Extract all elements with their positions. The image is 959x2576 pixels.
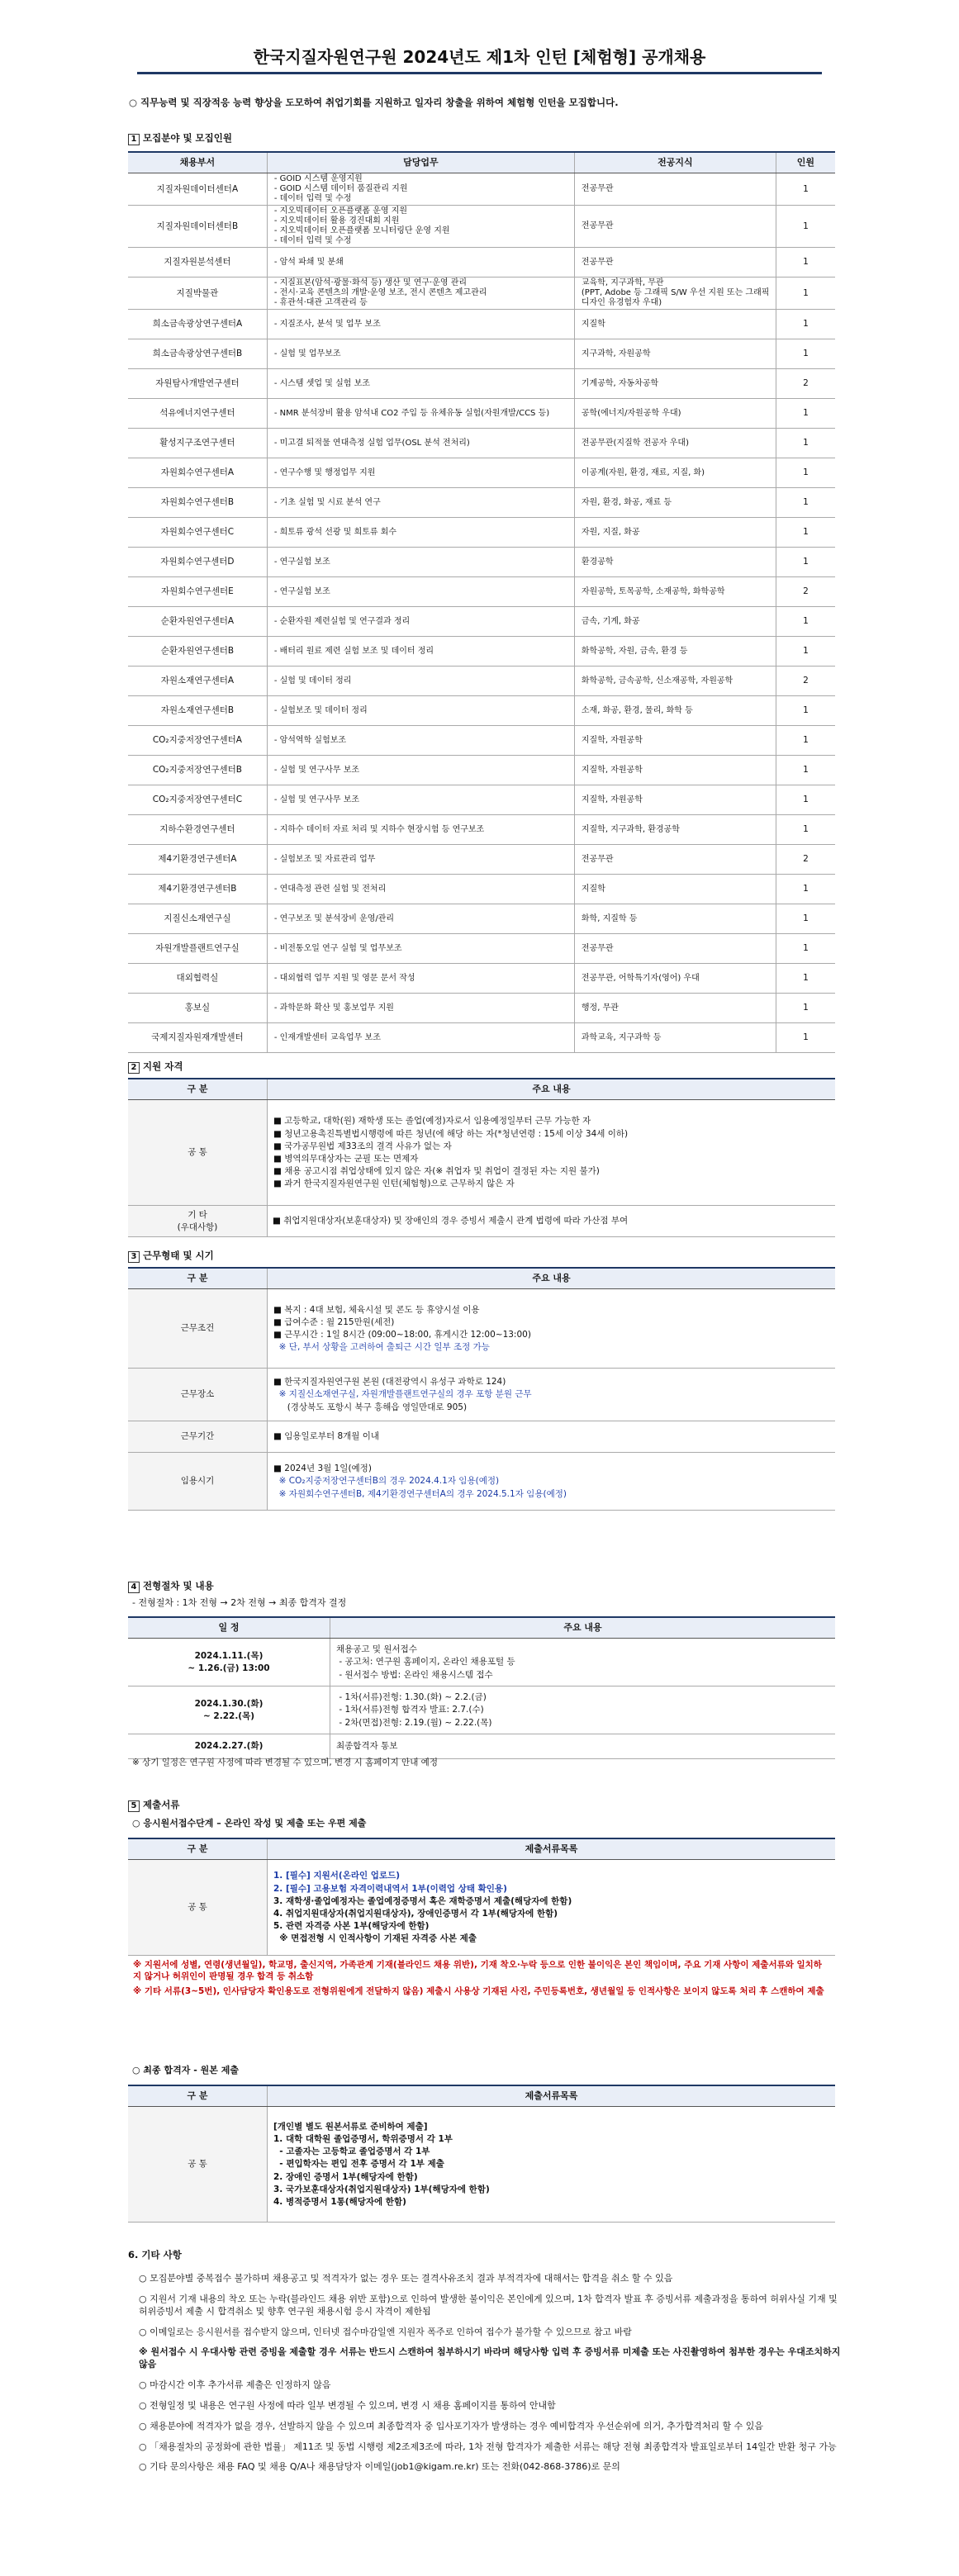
section-2-heading bbox=[128, 1060, 183, 1074]
schedule-row bbox=[128, 1734, 835, 1759]
recruit-duty: - 시스템 셋업 및 실험 보조 bbox=[267, 369, 574, 399]
etc-item: ※ 원서접수 시 우대사항 관련 증빙을 제출할 경우 서류는 반드시 스캔하여 첨부하시기 바라며 해당사항 입력 후 증빙서류 미제출 또는 사진촬영하여 첨부한 경우는 우대조치하지 않음 bbox=[139, 2346, 841, 2370]
recruit-major: 전공무관 bbox=[574, 173, 776, 206]
recruit-duty: - 배터리 원료 제련 실험 보조 및 데이터 정리 bbox=[267, 637, 574, 667]
work-col-content: 주요 내용 bbox=[268, 1268, 836, 1289]
recruit-row bbox=[128, 310, 835, 339]
recruit-dept: 지질신소재연구실 bbox=[128, 904, 267, 934]
recruit-major: 과학교육, 지구과학 등 bbox=[574, 1023, 776, 1053]
recruit-major: 화학공학, 금속공학, 신소재공학, 자원공학 bbox=[574, 667, 776, 696]
work-line: ■ 임용일로부터 8개월 이내 bbox=[273, 1431, 380, 1442]
docs-warning-1: ※ 지원서에 성별, 연령(생년월일), 학교명, 출신지역, 가족관계 기재(블라인드 채용 위반), 기재 착오·누락 등으로 인한 불이익은 본인 책임이며, 주요 기재 사항이 제출서류와 일치하지 않거나 허위인이 판명될 경우 합격 등 취소함 bbox=[133, 1960, 822, 1982]
section-5-title: 제출서류 bbox=[143, 1799, 180, 1810]
recruit-major: 교육학, 지구과학, 무관 (PPT, Adobe 등 그래픽 S/W 우선 지원 또는 그래픽 디자인 유경험자 우대) bbox=[574, 278, 776, 310]
recruit-row bbox=[128, 607, 835, 637]
work-row bbox=[128, 1369, 835, 1421]
schedule-table bbox=[128, 1616, 835, 1759]
recruit-dept: 홍보실 bbox=[128, 994, 267, 1023]
schedule-content bbox=[330, 1639, 836, 1686]
section-6-heading: 6. 기타 사항 bbox=[128, 2249, 182, 2261]
col-dept: 채용부서 bbox=[128, 152, 267, 173]
recruit-duty: - 희토류 광석 선광 및 희토류 회수 bbox=[267, 518, 574, 548]
recruit-count: 1 bbox=[776, 994, 835, 1023]
docs2-list bbox=[268, 2118, 834, 2211]
recruit-dept: 자원개발플랜트연구실 bbox=[128, 934, 267, 964]
recruit-dept: 순환자원연구센터A bbox=[128, 607, 267, 637]
section-1-title: 모집분야 및 모집인원 bbox=[143, 132, 232, 144]
recruit-count: 1 bbox=[776, 248, 835, 278]
recruit-major: 전공무관 bbox=[574, 845, 776, 875]
etc-item: ○ 이메일로는 응시원서를 접수받지 않으며, 인터넷 접수마감일엔 지원자 폭주로 인하여 접수가 불가할 수 있으므로 참고 바람 bbox=[139, 2326, 632, 2337]
recruit-count: 1 bbox=[776, 607, 835, 637]
work-row bbox=[128, 1289, 835, 1369]
recruit-major: 기계공학, 자동차공학 bbox=[574, 369, 776, 399]
docs1-common-label: 공 통 bbox=[128, 1860, 268, 1956]
qualification-table bbox=[128, 1078, 835, 1237]
recruit-row bbox=[128, 488, 835, 518]
qual-common-label: 공 통 bbox=[128, 1100, 268, 1206]
work-col-category: 구 분 bbox=[128, 1268, 268, 1289]
docs-table-1 bbox=[128, 1838, 835, 2001]
recruit-row bbox=[128, 173, 835, 206]
recruit-row bbox=[128, 248, 835, 278]
recruit-row bbox=[128, 756, 835, 785]
recruit-duty: - 실험 및 연구사무 보조 bbox=[267, 756, 574, 785]
recruit-count: 1 bbox=[776, 310, 835, 339]
recruit-dept: 자원회수연구센터B bbox=[128, 488, 267, 518]
schedule-line: - 1차(서류)전형: 1.30.(화) ~ 2.2.(금) bbox=[336, 1692, 487, 1703]
work-lines bbox=[268, 1373, 834, 1416]
recruit-dept: CO₂지중저장연구센터A bbox=[128, 726, 267, 756]
work-line: ■ 2024년 3월 1일(예정) bbox=[273, 1464, 372, 1474]
recruit-dept: 대외협력실 bbox=[128, 964, 267, 994]
recruit-count: 1 bbox=[776, 696, 835, 726]
schedule-content bbox=[330, 1686, 836, 1734]
qual-common-list bbox=[268, 1112, 834, 1193]
recruit-duty: - 비전통오일 연구 실험 및 업무보조 bbox=[267, 934, 574, 964]
recruit-dept: 제4기환경연구센터B bbox=[128, 875, 267, 904]
docs2-item: 3. 국가보훈대상자(취업지원대상자) 1부(해당자에 한함) bbox=[273, 2184, 490, 2194]
recruit-duty: - GOID 시스템 운영지원 - GOID 시스템 데이터 품질관리 지원 - 데이터 입력 및 수정 bbox=[267, 173, 574, 206]
docs-stage1-label: ○ 응시원서접수단계 – 온라인 작성 및 제출 또는 우편 제출 bbox=[132, 1818, 367, 1829]
qual-item: ■ 병역의무대상자는 군필 또는 면제자 bbox=[273, 1154, 419, 1164]
recruit-count: 1 bbox=[776, 518, 835, 548]
recruit-row bbox=[128, 339, 835, 369]
work-content bbox=[268, 1421, 836, 1453]
col-count: 인원 bbox=[776, 152, 835, 173]
recruit-count: 1 bbox=[776, 756, 835, 785]
recruit-dept: 자원회수연구센터D bbox=[128, 548, 267, 577]
section-1-number: 1 bbox=[128, 134, 140, 145]
recruit-row bbox=[128, 785, 835, 815]
work-row bbox=[128, 1453, 835, 1511]
schedule-table-body bbox=[128, 1639, 835, 1759]
etc-list bbox=[139, 2273, 841, 2482]
work-content bbox=[268, 1453, 836, 1511]
recruit-major: 전공무관, 어학특기자(영어) 우대 bbox=[574, 964, 776, 994]
schedule-lines bbox=[331, 1688, 834, 1732]
work-label: 임용시기 bbox=[128, 1453, 268, 1511]
recruit-major: 화학공학, 자원, 금속, 환경 등 bbox=[574, 637, 776, 667]
recruit-table bbox=[128, 151, 835, 1053]
docs1-list bbox=[268, 1867, 834, 1947]
work-line: ■ 근무시간 : 1일 8시간 (09:00~18:00, 휴게시간 12:00~13:00) bbox=[273, 1330, 531, 1340]
recruit-duty: - 실험보조 및 자료관리 업무 bbox=[267, 845, 574, 875]
recruit-major: 자원, 지질, 화공 bbox=[574, 518, 776, 548]
recruit-dept: CO₂지중저장연구센터C bbox=[128, 785, 267, 815]
work-label: 근무조건 bbox=[128, 1289, 268, 1369]
qual-item: ■ 고등학교, 대학(원) 재학생 또는 졸업(예정)자로서 임용예정일부터 근무 가능한 자 bbox=[273, 1116, 591, 1127]
recruit-count: 1 bbox=[776, 429, 835, 458]
recruit-duty: - 인재개발센터 교육업무 보조 bbox=[267, 1023, 574, 1053]
qual-item: ■ 채용 공고시점 취업상태에 있지 않은 자(※ 취업자 및 취업이 결정된 자는 지원 불가) bbox=[273, 1166, 600, 1177]
recruit-duty: - 지질조사, 분석 및 업무 보조 bbox=[267, 310, 574, 339]
docs-stage2-label: ○ 최종 합격자 - 원본 제출 bbox=[132, 2065, 239, 2076]
recruit-major: 지질학, 자원공학 bbox=[574, 756, 776, 785]
docs1-col-list: 제출서류목록 bbox=[268, 1838, 836, 1860]
recruit-major: 이공계(자원, 환경, 재료, 지질, 화) bbox=[574, 458, 776, 488]
recruit-count: 1 bbox=[776, 1023, 835, 1053]
docs2-item: - 편입학자는 편입 전후 증명서 각 1부 제출 bbox=[273, 2159, 444, 2170]
recruit-row bbox=[128, 548, 835, 577]
recruit-row bbox=[128, 369, 835, 399]
recruit-dept: 제4기환경연구센터A bbox=[128, 845, 267, 875]
recruit-row bbox=[128, 577, 835, 607]
work-line: ※ 지질신소재연구실, 자원개발플랜트연구실의 경우 포항 분원 근무 bbox=[273, 1389, 532, 1400]
docs-warning-2: ※ 기타 서류(3~5번), 인사담당자 확인용도로 전형위원에게 전달하지 않음) 제출시 사용상 기재된 사진, 주민등록번호, 생년월일 등 인적사항은 보이지 않도록 처리 후 스캔하여 제출 bbox=[133, 1986, 824, 1997]
recruit-major: 환경공학 bbox=[574, 548, 776, 577]
recruit-major: 지질학 bbox=[574, 875, 776, 904]
recruit-row bbox=[128, 667, 835, 696]
recruit-major: 지구과학, 자원공학 bbox=[574, 339, 776, 369]
recruit-count: 1 bbox=[776, 339, 835, 369]
recruit-duty: - 연구실험 보조 bbox=[267, 577, 574, 607]
recruit-count: 1 bbox=[776, 964, 835, 994]
recruit-row bbox=[128, 726, 835, 756]
recruit-major: 자원, 환경, 화공, 재료 등 bbox=[574, 488, 776, 518]
recruit-dept: 희소금속광상연구센터B bbox=[128, 339, 267, 369]
recruit-row bbox=[128, 696, 835, 726]
etc-item: ○ 지원서 기재 내용의 착오 또는 누락(블라인드 채용 위반 포함)으로 인하여 발생한 불이익은 본인에게 있으며, 1차 합격자 발표 후 증빙서류 제출과정을 통하여 허위사실 기재 및 허위증빙서 제출 시 합격취소 및 향후 연구원 채용시험 응시 자격이 제한됨 bbox=[139, 2293, 838, 2317]
recruit-row bbox=[128, 904, 835, 934]
recruit-count: 1 bbox=[776, 206, 835, 248]
recruit-duty: - 과학문화 확산 및 홍보업무 지원 bbox=[267, 994, 574, 1023]
recruit-duty: - 연구수행 및 행정업무 지원 bbox=[267, 458, 574, 488]
recruit-count: 1 bbox=[776, 458, 835, 488]
recruit-dept: 지질박물관 bbox=[128, 278, 267, 310]
recruit-count: 1 bbox=[776, 548, 835, 577]
recruit-count: 1 bbox=[776, 785, 835, 815]
section-3-title: 근무형태 및 시기 bbox=[143, 1250, 214, 1261]
recruit-dept: 지질자원분석센터 bbox=[128, 248, 267, 278]
section-2-title: 지원 자격 bbox=[143, 1060, 183, 1072]
recruit-dept: 국제지질자원재개발센터 bbox=[128, 1023, 267, 1053]
recruit-count: 1 bbox=[776, 488, 835, 518]
work-line: ■ 한국지질자원연구원 본원 (대전광역시 유성구 과학로 124) bbox=[273, 1377, 506, 1388]
work-row bbox=[128, 1421, 835, 1453]
recruit-duty: - 암석역학 실험보조 bbox=[267, 726, 574, 756]
qual-col-category: 구 분 bbox=[128, 1079, 268, 1100]
recruit-dept: 석유에너지연구센터 bbox=[128, 399, 267, 429]
docs1-item: ※ 면접전형 시 인적사항이 기재된 자격증 사본 제출 bbox=[273, 1933, 477, 1944]
recruit-count: 1 bbox=[776, 904, 835, 934]
etc-item: ○ 기타 문의사항은 채용 FAQ 및 채용 Q/A나 채용담당자 이메일(job1@kigam.re.kr) 또는 전화(042-868-3786)로 문의 bbox=[139, 2461, 620, 2473]
work-label: 근무기간 bbox=[128, 1421, 268, 1453]
recruit-duty: - 연구실험 보조 bbox=[267, 548, 574, 577]
recruit-duty: - 실험 및 업무보조 bbox=[267, 339, 574, 369]
qual-etc-label: 기 타 (우대사항) bbox=[128, 1206, 268, 1237]
recruit-row bbox=[128, 815, 835, 845]
recruit-dept: 자원회수연구센터A bbox=[128, 458, 267, 488]
recruit-row bbox=[128, 845, 835, 875]
schedule-col-date: 일 정 bbox=[128, 1617, 330, 1639]
recruit-duty: - 실험 및 연구사무 보조 bbox=[267, 785, 574, 815]
docs2-item: 4. 병적증명서 1통(해당자에 한함) bbox=[273, 2196, 406, 2207]
recruit-count: 2 bbox=[776, 667, 835, 696]
recruit-row bbox=[128, 399, 835, 429]
recruit-dept: 자원소재연구센터A bbox=[128, 667, 267, 696]
recruit-major: 화학, 지질학 등 bbox=[574, 904, 776, 934]
recruit-row bbox=[128, 458, 835, 488]
schedule-line: 최종합격자 통보 bbox=[336, 1741, 398, 1752]
schedule-row bbox=[128, 1639, 835, 1686]
recruit-row bbox=[128, 278, 835, 310]
schedule-lines bbox=[331, 1737, 834, 1755]
schedule-line: 채용공고 및 원서접수 bbox=[336, 1644, 417, 1655]
docs2-item: 1. 대학 대학원 졸업증명서, 학위증명서 각 1부 bbox=[273, 2134, 453, 2145]
work-line: ※ 단, 부서 상황을 고려하여 출퇴근 시간 일부 조정 가능 bbox=[273, 1342, 490, 1353]
recruit-count: 2 bbox=[776, 845, 835, 875]
section-5-heading bbox=[128, 1799, 179, 1812]
recruit-count: 1 bbox=[776, 399, 835, 429]
work-line: ■ 복지 : 4대 보험, 체육시설 및 콘도 등 휴양시설 이용 bbox=[273, 1304, 480, 1315]
recruit-count: 1 bbox=[776, 278, 835, 310]
recruit-table-body bbox=[128, 173, 835, 1053]
section-4-heading bbox=[128, 1580, 214, 1593]
work-table bbox=[128, 1267, 835, 1511]
recruit-dept: 자원소재연구센터B bbox=[128, 696, 267, 726]
recruit-major: 전공무관 bbox=[574, 248, 776, 278]
docs2-item: 2. 장애인 증명서 1부(해당자에 한함) bbox=[273, 2171, 418, 2182]
qual-item: ■ 과거 한국지질자원연구원 인턴(체험형)으로 근무하지 않은 자 bbox=[273, 1179, 515, 1189]
docs2-common-label: 공 통 bbox=[128, 2107, 268, 2223]
col-major: 전공지식 bbox=[574, 152, 776, 173]
recruit-major: 지질학, 자원공학 bbox=[574, 785, 776, 815]
recruit-count: 1 bbox=[776, 875, 835, 904]
col-duty: 담당업무 bbox=[267, 152, 574, 173]
work-line: ■ 급여수준 : 월 215만원(세전) bbox=[273, 1316, 395, 1327]
recruit-duty: - NMR 분석장비 활용 암석내 CO2 주입 등 유체유동 실험(자원개발/CCS 등) bbox=[267, 399, 574, 429]
recruit-count: 2 bbox=[776, 369, 835, 399]
recruit-dept: 지질자원데이터센터B bbox=[128, 206, 267, 248]
schedule-line: - 1차(서류)전형 합격자 발표: 2.7.(수) bbox=[336, 1705, 484, 1715]
recruit-dept: 지하수환경연구센터 bbox=[128, 815, 267, 845]
recruit-duty: - 순환자원 제련실험 및 연구결과 정리 bbox=[267, 607, 574, 637]
etc-item: ○ 채용분야에 적격자가 없을 경우, 선발하지 않을 수 있으며 최종합격자 중 입사포기자가 발생하는 경우 예비합격자 우선순위에 의거, 추가합격처리 할 수 있음 bbox=[139, 2420, 763, 2431]
recruit-major: 지질학 bbox=[574, 310, 776, 339]
recruit-major: 전공무관(지질학 전공자 우대) bbox=[574, 429, 776, 458]
recruit-count: 1 bbox=[776, 173, 835, 206]
docs-table-2 bbox=[128, 2085, 835, 2223]
recruit-duty: - 실험 및 데이터 정리 bbox=[267, 667, 574, 696]
recruit-major: 공학(에너지/자원공학 우대) bbox=[574, 399, 776, 429]
recruit-count: 1 bbox=[776, 637, 835, 667]
docs2-item: - 고졸자는 고등학교 졸업증명서 각 1부 bbox=[273, 2147, 430, 2157]
qual-etc-content: ■ 취업지원대상자(보훈대상자) 및 장애인의 경우 증빙서 제출시 관계 법령에 따라 가산점 부여 bbox=[268, 1206, 836, 1237]
docs1-item: 5. 관련 자격증 사본 1부(해당자에 한함) bbox=[273, 1921, 430, 1932]
recruit-duty: - 연대측정 관련 실험 및 전처리 bbox=[267, 875, 574, 904]
section-4-title: 전형절차 및 내용 bbox=[143, 1580, 214, 1592]
recruit-major: 지질학, 자원공학 bbox=[574, 726, 776, 756]
recruit-dept: 활성지구조연구센터 bbox=[128, 429, 267, 458]
recruit-duty: - 기초 실험 및 시료 분석 연구 bbox=[267, 488, 574, 518]
section-5-number: 5 bbox=[128, 1800, 140, 1812]
intro-text: ○ 직무능력 및 직장적응 능력 향상을 도모하여 취업기회를 지원하고 일자리 창출을 위하여 체험형 인턴을 모집합니다. bbox=[129, 97, 619, 108]
docs2-col-category: 구 분 bbox=[128, 2085, 268, 2107]
qual-item: ■ 청년고용촉진특별법시행령에 따른 청년(에 해당 하는 자(*청년연령 : 15세 이상 34세 이하) bbox=[273, 1128, 629, 1139]
work-table-body bbox=[128, 1289, 835, 1511]
recruit-major: 행정, 무관 bbox=[574, 994, 776, 1023]
recruit-count: 1 bbox=[776, 934, 835, 964]
section-3-heading bbox=[128, 1250, 214, 1263]
recruit-row bbox=[128, 934, 835, 964]
recruit-duty: - 지하수 데이터 자료 처리 및 지하수 현장시험 등 연구보조 bbox=[267, 815, 574, 845]
qual-col-content: 주요 내용 bbox=[268, 1079, 836, 1100]
recruit-count: 1 bbox=[776, 815, 835, 845]
recruit-row bbox=[128, 429, 835, 458]
recruit-major: 소재, 화공, 환경, 물리, 화학 등 bbox=[574, 696, 776, 726]
recruit-duty: - 지오빅데이터 오픈플랫폼 운영 지원 - 지오빅데이터 활용 경진대회 지원 - 지오빅데이터 오픈플랫폼 모니터링단 운영 지원 - 데이터 입력 및 수정 bbox=[267, 206, 574, 248]
recruit-major: 자원공학, 토목공학, 소재공학, 화학공학 bbox=[574, 577, 776, 607]
work-content bbox=[268, 1289, 836, 1369]
recruit-count: 2 bbox=[776, 577, 835, 607]
section-3-number: 3 bbox=[128, 1251, 140, 1263]
recruit-duty: - 연구보조 및 분석장비 운영/관리 bbox=[267, 904, 574, 934]
recruit-row bbox=[128, 1023, 835, 1053]
work-label: 근무장소 bbox=[128, 1369, 268, 1421]
recruit-count: 1 bbox=[776, 726, 835, 756]
docs2-col-list: 제출서류목록 bbox=[268, 2085, 836, 2107]
page-title: 한국지질자원연구원 2024년도 제1차 인턴 [체험형] 공개채용 bbox=[137, 46, 822, 74]
work-line: ※ CO₂지중저장연구센터B의 경우 2024.4.1자 임용(예정) bbox=[273, 1476, 500, 1487]
schedule-date: 2024.1.30.(화) ~ 2.22.(목) bbox=[128, 1686, 330, 1734]
recruit-major: 전공무관 bbox=[574, 934, 776, 964]
process-flow: - 전형절차 : 1차 전형 → 2차 전형 → 최종 합격자 결정 bbox=[132, 1597, 347, 1608]
recruit-major: 전공무관 bbox=[574, 206, 776, 248]
work-content bbox=[268, 1369, 836, 1421]
recruit-duty: - 미고결 퇴적물 연대측정 실험 업무(OSL 분석 전처리) bbox=[267, 429, 574, 458]
schedule-line: - 원서접수 방법: 온라인 채용시스템 접수 bbox=[336, 1669, 493, 1680]
docs1-item: 4. 취업지원대상자(취업지원대상자), 장애인증명서 각 1부(해당자에 한함) bbox=[273, 1909, 558, 1919]
qual-item: ■ 국가공무원법 제33조의 결격 사유가 없는 자 bbox=[273, 1141, 452, 1151]
schedule-date: 2024.2.27.(화) bbox=[128, 1734, 330, 1759]
docs1-item: 3. 재학생·졸업예정자는 졸업예정증명서 혹은 재학증명서 제출(해당자에 한함) bbox=[273, 1895, 572, 1906]
schedule-lines bbox=[331, 1640, 834, 1684]
section-2-number: 2 bbox=[128, 1062, 140, 1074]
recruit-row bbox=[128, 518, 835, 548]
schedule-row bbox=[128, 1686, 835, 1734]
recruit-dept: 자원탐사개발연구센터 bbox=[128, 369, 267, 399]
schedule-col-content: 주요 내용 bbox=[330, 1617, 836, 1639]
recruit-row bbox=[128, 875, 835, 904]
recruit-duty: - 대외협력 업무 지원 및 영문 문서 작성 bbox=[267, 964, 574, 994]
recruit-major: 금속, 기계, 화공 bbox=[574, 607, 776, 637]
docs1-item: 2. [필수] 고용보험 자격이력내역서 1부(이력업 상태 확인용) bbox=[273, 1883, 507, 1894]
work-line: (경상북도 포항시 북구 흥해읍 영일만대로 905) bbox=[273, 1402, 468, 1412]
section-1-heading bbox=[128, 132, 232, 145]
etc-item: ○ 전형일정 및 내용은 연구원 사정에 따라 일부 변경될 수 있으며, 변경 시 채용 홈페이지를 통하여 안내함 bbox=[139, 2399, 556, 2411]
docs1-col-category: 구 분 bbox=[128, 1838, 268, 1860]
recruit-duty: - 지질표본(암석·광물·화석 등) 생산 및 연구·운영 관리 - 전시·교육 콘텐츠의 개발·운영 보조, 전시 콘텐츠 제고관리 - 휴관석·대관 고객관리 등 bbox=[267, 278, 574, 310]
schedule-date: 2024.1.11.(목) ~ 1.26.(금) 13:00 bbox=[128, 1639, 330, 1686]
schedule-note: ※ 상기 일정은 연구원 사정에 따라 변경될 수 있으며, 변경 시 홈페이지 안내 예정 bbox=[132, 1758, 438, 1767]
recruit-row bbox=[128, 994, 835, 1023]
recruit-row bbox=[128, 637, 835, 667]
work-line: ※ 자원회수연구센터B, 제4기환경연구센터A의 경우 2024.5.1자 임용(예정) bbox=[273, 1488, 567, 1499]
etc-item: ○ 마감시간 이후 추가서류 제출은 인정하지 않음 bbox=[139, 2379, 331, 2391]
recruit-dept: 자원회수연구센터E bbox=[128, 577, 267, 607]
work-lines bbox=[268, 1427, 834, 1445]
schedule-line: - 공고처: 연구원 홈페이지, 온라인 채용포털 등 bbox=[336, 1657, 515, 1668]
section-4-number: 4 bbox=[128, 1582, 140, 1593]
recruit-duty: - 실험보조 및 데이터 정리 bbox=[267, 696, 574, 726]
recruit-duty: - 암석 파쇄 및 분쇄 bbox=[267, 248, 574, 278]
work-lines bbox=[268, 1459, 834, 1503]
recruit-dept: 지질자원데이터센터A bbox=[128, 173, 267, 206]
recruit-dept: 자원회수연구센터C bbox=[128, 518, 267, 548]
schedule-content bbox=[330, 1734, 836, 1759]
recruit-dept: 순환자원연구센터B bbox=[128, 637, 267, 667]
docs2-item: [개인별 별도 원본서류로 준비하여 제출] bbox=[273, 2121, 428, 2132]
recruit-row bbox=[128, 964, 835, 994]
schedule-line: - 2차(면접)전형: 2.19.(월) ~ 2.22.(목) bbox=[336, 1717, 492, 1728]
recruit-major: 지질학, 지구과학, 환경공학 bbox=[574, 815, 776, 845]
recruit-dept: CO₂지중저장연구센터B bbox=[128, 756, 267, 785]
docs1-item: 1. [필수] 지원서(온라인 업로드) bbox=[273, 1871, 401, 1881]
recruit-row bbox=[128, 206, 835, 248]
recruit-dept: 희소금속광상연구센터A bbox=[128, 310, 267, 339]
etc-item: ○ 모집분야별 중복접수 불가하며 채용공고 및 적격자가 없는 경우 또는 결격사유조치 결과 부적격자에 대해서는 합격을 취소 할 수 있음 bbox=[139, 2273, 673, 2284]
etc-item: ○ 「채용절차의 공정화에 관한 법률」 제11조 및 동법 시행령 제2조제3조에 따라, 1차 전형 합격자가 제출한 서류는 해당 전형 최종합격자 발표일로부터 14일간 반환 청구 가능 bbox=[139, 2441, 837, 2452]
work-lines bbox=[268, 1301, 834, 1357]
